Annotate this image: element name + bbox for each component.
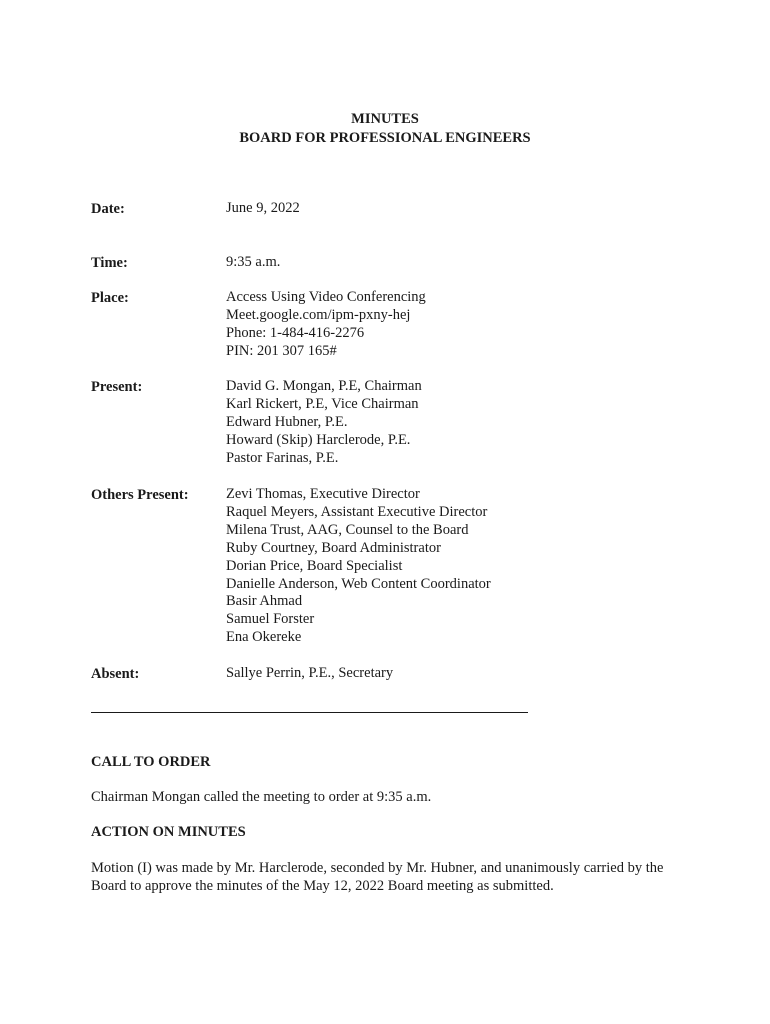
field-value: Zevi Thomas, Executive Director [226, 486, 420, 502]
field-value: Sallye Perrin, P.E., Secretary [226, 665, 394, 681]
board-name: BOARD FOR PROFESSIONAL ENGINEERS [239, 130, 531, 146]
field-value: Pastor Farinas, P.E. [226, 449, 339, 466]
field-value: Dorian Price, Board Specialist [226, 557, 403, 574]
field-value: Raquel Meyers, Assistant Executive Director [226, 503, 488, 520]
action-on-minutes-text: Motion (I) was made by Mr. Harclerode, seconded by Mr. Hubner, and unanimously carried by the Board to approve the minutes of the May 12, 2022 Board meeting as submitted. [91, 860, 664, 894]
document-title: MINUTES [351, 111, 419, 127]
field-label: Time: [91, 255, 128, 271]
field-values [226, 486, 491, 647]
field-value: Danielle Anderson, Web Content Coordinator [226, 575, 491, 592]
field-value: Karl Rickert, P.E, Vice Chairman [226, 395, 419, 412]
field-value: Samuel Forster [226, 611, 315, 628]
section-heading-call-to-order: CALL TO ORDER [91, 754, 211, 770]
field-value: June 9, 2022 [226, 200, 300, 216]
field-label: Place: [91, 290, 129, 306]
field-value: Meet.google.com/ipm-pxny-hej [226, 306, 411, 323]
field-values [226, 200, 300, 218]
field-value: Milena Trust, AAG, Counsel to the Board [226, 521, 469, 538]
call-to-order-text: Chairman Mongan called the meeting to order at 9:35 a.m. [91, 789, 432, 805]
field-value: Edward Hubner, P.E. [226, 413, 348, 430]
field-value: Access Using Video Conferencing [226, 289, 426, 305]
field-label: Present: [91, 379, 143, 395]
field-values [226, 665, 393, 683]
field-label: Others Present: [91, 487, 189, 503]
section-heading-action-on-minutes: ACTION ON MINUTES [91, 824, 246, 840]
field-label: Absent: [91, 666, 140, 682]
field-value: Phone: 1-484-416-2276 [226, 324, 365, 341]
field-value: PIN: 201 307 165# [226, 342, 337, 359]
field-value: Howard (Skip) Harclerode, P.E. [226, 431, 411, 448]
section-divider [91, 712, 528, 713]
field-value: David G. Mongan, P.E, Chairman [226, 378, 422, 394]
field-values [226, 289, 426, 361]
field-value: 9:35 a.m. [226, 254, 281, 270]
field-values [226, 254, 280, 272]
field-value: Ruby Courtney, Board Administrator [226, 539, 441, 556]
field-values [226, 378, 422, 468]
field-value: Ena Okereke [226, 629, 302, 646]
field-value: Basir Ahmad [226, 593, 303, 610]
field-label: Date: [91, 201, 125, 217]
